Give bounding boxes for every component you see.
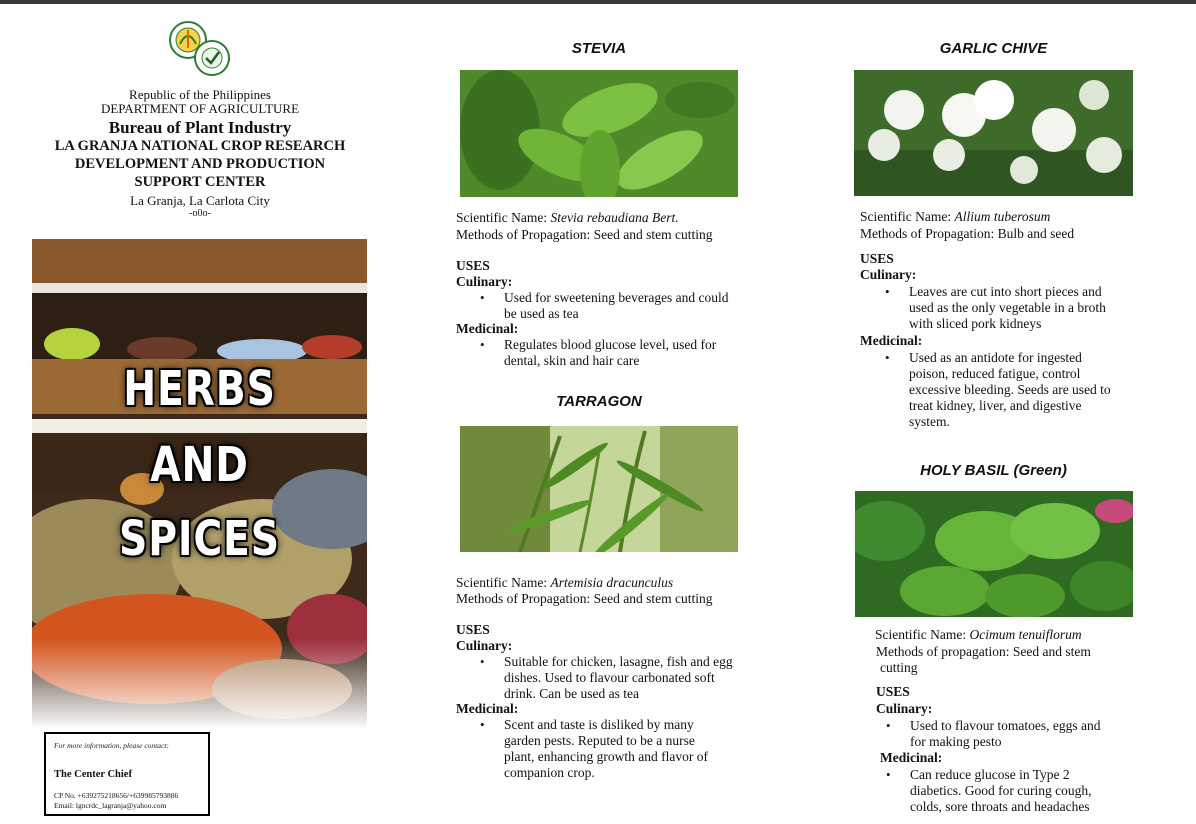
window-top-border xyxy=(0,0,1196,4)
garlic-chive-propagation: Bulb and seed xyxy=(997,226,1075,241)
bullet-icon: • xyxy=(886,767,891,782)
garlic-chive-medicinal-line-4: treat kidney, liver, and digestive xyxy=(909,398,1082,413)
garlic-chive-medicinal-line-5: system. xyxy=(909,414,950,429)
stevia-medicinal-line-2: dental, skin and hair care xyxy=(504,353,640,368)
bullet-icon: • xyxy=(885,284,890,299)
propagation-label: Methods of propagation: xyxy=(876,644,1010,659)
garlic-chive-culinary-line-3: with sliced pork kidneys xyxy=(909,316,1042,331)
bullet-icon: • xyxy=(480,717,485,732)
scientific-name-label: Scientific Name: xyxy=(456,210,548,225)
bullet-icon: • xyxy=(480,290,485,305)
holy-basil-medicinal-line-1: Can reduce glucose in Type 2 xyxy=(910,767,1070,782)
cover-title-word-3: SPICES xyxy=(119,511,280,567)
holy-basil-culinary-line-1: Used to flavour tomatoes, eggs and xyxy=(910,718,1101,733)
scientific-name-label: Scientific Name: xyxy=(456,575,548,590)
stevia-medicinal-line-1: Regulates blood glucose level, used for xyxy=(504,337,717,352)
holy-basil-scientific-name: Ocimum tenuiflorum xyxy=(969,627,1082,642)
bullet-icon: • xyxy=(480,654,485,669)
holy-basil-propagation-row xyxy=(876,644,1091,660)
garlic-chive-medicinal-line-2: poison, reduced fatigue, control xyxy=(909,366,1081,381)
propagation-label: Methods of Propagation: xyxy=(456,591,591,606)
tarragon-photo xyxy=(460,426,738,552)
garlic-chive-title: GARLIC CHIVE xyxy=(939,40,1048,57)
tarragon-medicinal-line-4: companion crop. xyxy=(504,765,595,780)
cover-photo xyxy=(32,239,367,729)
scientific-name-label: Scientific Name: xyxy=(860,209,952,224)
contact-note: For more information, please contact: xyxy=(54,741,169,750)
stevia-title: STEVIA xyxy=(571,40,627,57)
propagation-label: Methods of Propagation: xyxy=(860,226,995,241)
tarragon-scientific-row xyxy=(456,575,673,591)
holy-basil-culinary-heading: Culinary: xyxy=(876,701,933,716)
stevia-scientific-name: Stevia rebaudiana Bert. xyxy=(550,210,679,225)
tarragon-scientific-name: Artemisia dracunculus xyxy=(550,575,674,590)
ornament-divider: -o0o- xyxy=(189,208,211,219)
stevia-scientific-row xyxy=(456,210,679,226)
stevia-propagation-row xyxy=(456,227,712,243)
garlic-chive-scientific-name: Allium tuberosum xyxy=(954,209,1051,224)
stevia-culinary-line-1: Used for sweetening beverages and could xyxy=(504,290,729,305)
agency-logos xyxy=(166,20,234,78)
contact-box xyxy=(44,732,210,816)
holy-basil-scientific-row xyxy=(875,627,1082,643)
propagation-label: Methods of Propagation: xyxy=(456,227,591,242)
cover-title-word-1: HERBS xyxy=(123,361,276,417)
holy-basil-propagation-line-1: Seed and stem xyxy=(1012,644,1091,659)
stevia-medicinal-heading: Medicinal: xyxy=(456,321,519,336)
garlic-chive-photo xyxy=(854,70,1133,196)
contact-phone: CP No. +639275218656/+639985793886 xyxy=(54,791,179,800)
holy-basil-propagation-line-2: cutting xyxy=(880,660,918,675)
holy-basil-photo xyxy=(855,491,1133,617)
contact-email: Email: lgncrdc_lagranja@yahoo.com xyxy=(54,801,167,810)
garlic-chive-medicinal-line-1: Used as an antidote for ingested xyxy=(909,350,1082,365)
holy-basil-culinary-line-2: for making pesto xyxy=(910,734,1002,749)
holy-basil-medicinal-line-3: colds, sore throats and headaches xyxy=(910,799,1090,814)
garlic-chive-uses-heading: USES xyxy=(860,251,894,266)
bullet-icon: • xyxy=(886,718,891,733)
contact-name: The Center Chief xyxy=(54,769,132,780)
bullet-icon: • xyxy=(885,350,890,365)
holy-basil-title: HOLY BASIL (Green) xyxy=(920,462,1067,479)
center-name-line-3: SUPPORT CENTER xyxy=(134,174,266,190)
garlic-chive-medicinal-heading: Medicinal: xyxy=(860,333,923,348)
tarragon-medicinal-line-3: plant, enhancing growth and flavor of xyxy=(504,749,708,764)
center-name-line-2: DEVELOPMENT AND PRODUCTION xyxy=(74,156,326,172)
tarragon-culinary-line-2: dishes. Used to flavour carbonated soft xyxy=(504,670,715,685)
stevia-uses-heading: USES xyxy=(456,258,490,273)
scientific-name-label: Scientific Name: xyxy=(875,627,967,642)
tarragon-propagation-row xyxy=(456,591,712,607)
garlic-chive-culinary-line-1: Leaves are cut into short pieces and xyxy=(909,284,1102,299)
garlic-chive-culinary-line-2: used as the only vegetable in a broth xyxy=(909,300,1106,315)
location-line: La Granja, La Carlota City xyxy=(130,193,270,208)
garlic-chive-propagation-row xyxy=(860,226,1074,242)
stevia-propagation: Seed and stem cutting xyxy=(593,227,713,242)
stevia-culinary-line-2: be used as tea xyxy=(504,306,579,321)
bureau-name: Bureau of Plant Industry xyxy=(108,118,292,137)
holy-basil-medicinal-line-2: diabetics. Good for curing cough, xyxy=(910,783,1092,798)
tarragon-culinary-heading: Culinary: xyxy=(456,638,513,653)
bureau-of-plant-industry-seal-icon xyxy=(195,41,229,75)
tarragon-uses-heading: USES xyxy=(456,622,490,637)
tarragon-culinary-line-1: Suitable for chicken, lasagne, fish and egg xyxy=(504,654,733,669)
department-line: DEPARTMENT OF AGRICULTURE xyxy=(100,101,300,116)
garlic-chive-medicinal-line-3: excessive bleeding. Seeds are used to xyxy=(909,382,1111,397)
stevia-culinary-heading: Culinary: xyxy=(456,274,513,289)
center-name-line-1: LA GRANJA NATIONAL CROP RESEARCH xyxy=(54,138,346,154)
holy-basil-uses-heading: USES xyxy=(876,684,910,699)
bullet-icon: • xyxy=(480,337,485,352)
garlic-chive-culinary-heading: Culinary: xyxy=(860,267,917,282)
tarragon-medicinal-line-1: Scent and taste is disliked by many xyxy=(504,717,694,732)
tarragon-title: TARRAGON xyxy=(556,393,642,410)
garlic-chive-scientific-row xyxy=(860,209,1050,225)
tarragon-medicinal-heading: Medicinal: xyxy=(456,701,519,716)
republic-line: Republic of the Philippines xyxy=(129,87,271,102)
tarragon-medicinal-line-2: garden pests. Reputed to be a nurse xyxy=(504,733,695,748)
tarragon-propagation: Seed and stem cutting xyxy=(593,591,713,606)
cover-title-word-2: AND xyxy=(150,437,249,493)
stevia-photo xyxy=(460,70,738,197)
holy-basil-medicinal-heading: Medicinal: xyxy=(880,750,943,765)
tarragon-culinary-line-3: drink. Can be used as tea xyxy=(504,686,639,701)
